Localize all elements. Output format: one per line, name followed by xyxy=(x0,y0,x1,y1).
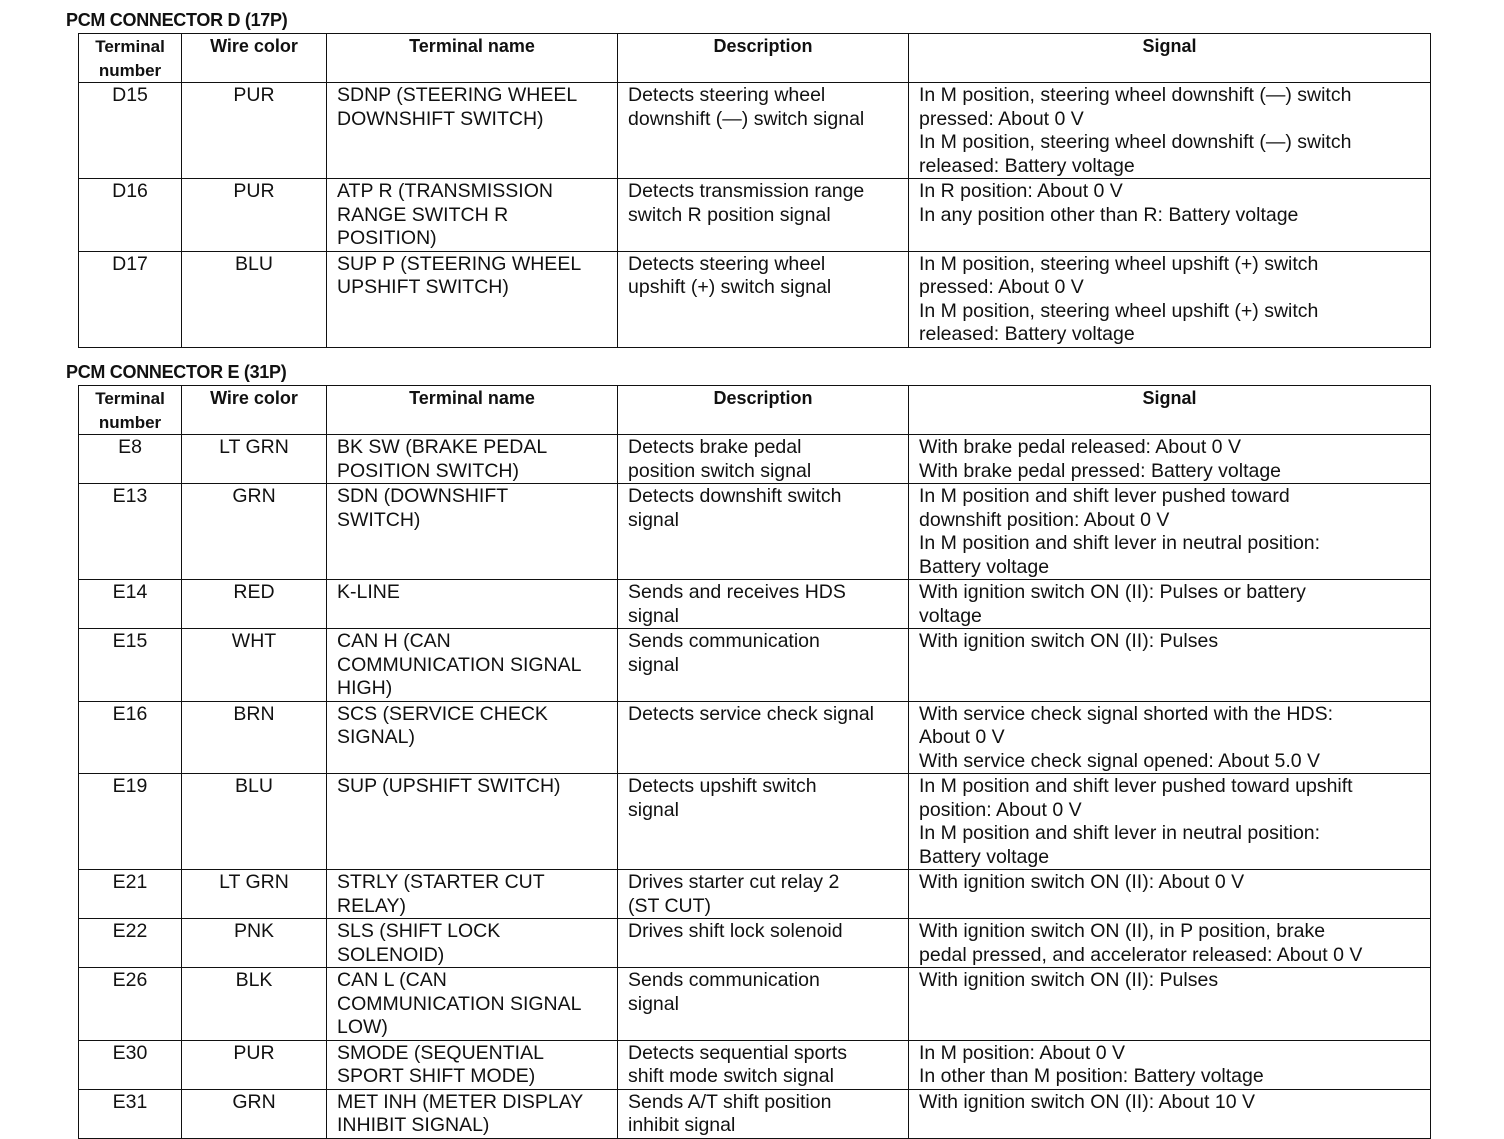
cell-terminal-number: D17 xyxy=(79,251,182,347)
cell-description xyxy=(618,774,909,870)
cell-line: downshift (—) switch signal xyxy=(628,107,865,130)
cell-line: DOWNSHIFT SWITCH) xyxy=(337,107,544,130)
cell-line: signal xyxy=(628,992,679,1015)
cell-line: switch R position signal xyxy=(628,203,831,226)
cell-line: With ignition switch ON (II): About 0 V xyxy=(919,871,1245,893)
cell-wire-color: PNK xyxy=(182,919,327,968)
cell-wire-color: LT GRN xyxy=(182,870,327,919)
table-row xyxy=(79,580,1431,629)
cell-signal xyxy=(909,251,1431,347)
cell-line: Sends A/T shift position xyxy=(628,1090,832,1113)
cell-line: voltage xyxy=(919,604,982,627)
cell-line: Detects downshift switch xyxy=(628,485,842,507)
cell-description xyxy=(618,919,909,968)
table-row xyxy=(79,968,1431,1041)
header-signal: Signal xyxy=(909,34,1431,83)
cell-line: downshift position: About 0 V xyxy=(919,508,1170,531)
cell-terminal-name xyxy=(327,774,618,870)
cell-terminal-name xyxy=(327,179,618,252)
cell-line: Detects sequential sports xyxy=(628,1041,847,1064)
cell-line: inhibit signal xyxy=(628,1114,736,1136)
cell-line: SWITCH) xyxy=(337,508,421,531)
cell-line: SLS (SHIFT LOCK xyxy=(337,920,501,942)
header-terminal-name: Terminal name xyxy=(327,34,618,83)
cell-wire-color: PUR xyxy=(182,179,327,252)
cell-line: signal xyxy=(628,798,679,821)
cell-terminal-number: D15 xyxy=(79,83,182,179)
cell-line: CAN H (CAN xyxy=(337,630,451,652)
cell-signal xyxy=(909,774,1431,870)
cell-description xyxy=(618,701,909,774)
cell-line: released: Battery voltage xyxy=(919,323,1135,345)
cell-terminal-number: E19 xyxy=(79,774,182,870)
cell-line: In M position, steering wheel downshift (—) switch xyxy=(919,84,1352,106)
cell-line: With ignition switch ON (II): Pulses or battery xyxy=(919,581,1306,603)
table-row xyxy=(79,919,1431,968)
cell-signal xyxy=(909,484,1431,580)
cell-line: Detects brake pedal xyxy=(628,436,802,458)
cell-terminal-name xyxy=(327,968,618,1041)
cell-line: signal xyxy=(628,604,679,627)
cell-description xyxy=(618,179,909,252)
cell-terminal-name xyxy=(327,919,618,968)
connector-d-title: PCM CONNECTOR D (17P) xyxy=(66,10,288,30)
table-row xyxy=(79,1089,1431,1138)
header-signal: Signal xyxy=(909,386,1431,435)
table-row xyxy=(79,484,1431,580)
cell-description xyxy=(618,870,909,919)
cell-line: Detects upshift switch xyxy=(628,775,817,797)
header-description: Description xyxy=(618,386,909,435)
cell-line: SUP (UPSHIFT SWITCH) xyxy=(337,775,561,797)
cell-signal xyxy=(909,968,1431,1041)
cell-line: In M position and shift lever in neutral position: xyxy=(919,532,1321,554)
cell-line: STRLY (STARTER CUT xyxy=(337,871,545,893)
cell-line: upshift (+) switch signal xyxy=(628,276,832,298)
header-wire-color: Wire color xyxy=(182,386,327,435)
cell-wire-color: WHT xyxy=(182,629,327,702)
cell-line: Detects steering wheel xyxy=(628,84,826,106)
cell-line: In any position other than R: Battery voltage xyxy=(919,203,1299,226)
cell-line: signal xyxy=(628,508,679,531)
cell-wire-color: GRN xyxy=(182,484,327,580)
cell-line: In M position, steering wheel upshift (+) switch xyxy=(919,252,1319,275)
header-terminal-name: Terminal name xyxy=(327,386,618,435)
cell-description xyxy=(618,251,909,347)
cell-line: LOW) xyxy=(337,1016,388,1038)
cell-line: SPORT SHIFT MODE) xyxy=(337,1065,536,1087)
cell-wire-color: GRN xyxy=(182,1089,327,1138)
cell-line: position: About 0 V xyxy=(919,798,1082,821)
table-row xyxy=(79,251,1431,347)
cell-line: RELAY) xyxy=(337,894,406,917)
cell-signal xyxy=(909,870,1431,919)
cell-description xyxy=(618,968,909,1041)
cell-wire-color: PUR xyxy=(182,1040,327,1089)
cell-terminal-number: E31 xyxy=(79,1089,182,1138)
header-terminal-number: Terminal number xyxy=(79,386,182,435)
cell-line: SIGNAL) xyxy=(337,726,416,748)
cell-description xyxy=(618,435,909,484)
cell-terminal-name xyxy=(327,83,618,179)
cell-line: With ignition switch ON (II): Pulses xyxy=(919,969,1219,991)
cell-wire-color: BLK xyxy=(182,968,327,1041)
cell-terminal-name xyxy=(327,1040,618,1089)
cell-line: released: Battery voltage xyxy=(919,154,1135,177)
table-row xyxy=(79,83,1431,179)
cell-line: In other than M position: Battery voltage xyxy=(919,1065,1264,1087)
cell-line: shift mode switch signal xyxy=(628,1065,834,1087)
cell-signal xyxy=(909,1040,1431,1089)
table-row xyxy=(79,179,1431,252)
cell-line: With ignition switch ON (II): About 10 V xyxy=(919,1090,1255,1113)
cell-line: K-LINE xyxy=(337,581,400,603)
cell-line: Battery voltage xyxy=(919,845,1050,868)
cell-wire-color: PUR xyxy=(182,83,327,179)
cell-terminal-number: E30 xyxy=(79,1040,182,1089)
cell-line: About 0 V xyxy=(919,726,1005,748)
cell-line: In M position and shift lever pushed toward upshift xyxy=(919,775,1353,797)
cell-line: MET INH (METER DISPLAY xyxy=(337,1090,584,1113)
cell-terminal-number: E8 xyxy=(79,435,182,484)
connector-e-body xyxy=(79,435,1431,1139)
cell-line: Detects transmission range xyxy=(628,180,865,202)
cell-line: In M position and shift lever pushed toward xyxy=(919,485,1290,507)
cell-line: POSITION) xyxy=(337,227,437,249)
connector-e-table xyxy=(78,385,1431,1139)
cell-line: SCS (SERVICE CHECK xyxy=(337,702,548,725)
cell-line: RANGE SWITCH R xyxy=(337,203,509,226)
cell-wire-color: LT GRN xyxy=(182,435,327,484)
cell-line: Drives starter cut relay 2 xyxy=(628,871,840,893)
cell-line: Sends communication xyxy=(628,630,820,652)
cell-terminal-name xyxy=(327,629,618,702)
cell-terminal-name xyxy=(327,1089,618,1138)
cell-line: Battery voltage xyxy=(919,555,1050,578)
cell-description xyxy=(618,1040,909,1089)
header-wire-color: Wire color xyxy=(182,34,327,83)
cell-line: Detects service check signal xyxy=(628,702,875,725)
cell-description xyxy=(618,580,909,629)
cell-description xyxy=(618,484,909,580)
cell-line: position switch signal xyxy=(628,459,812,482)
cell-terminal-number: E16 xyxy=(79,701,182,774)
cell-wire-color: RED xyxy=(182,580,327,629)
table-row xyxy=(79,1040,1431,1089)
header-row xyxy=(79,386,1431,435)
table-row xyxy=(79,701,1431,774)
header-row xyxy=(79,34,1431,83)
cell-line: UPSHIFT SWITCH) xyxy=(337,276,509,298)
connector-e-title: PCM CONNECTOR E (31P) xyxy=(66,362,287,382)
cell-terminal-number: E15 xyxy=(79,629,182,702)
table-row xyxy=(79,435,1431,484)
cell-signal xyxy=(909,179,1431,252)
cell-terminal-name xyxy=(327,435,618,484)
cell-signal xyxy=(909,83,1431,179)
cell-line: SOLENOID) xyxy=(337,943,445,966)
cell-line: In M position, steering wheel downshift (—) switch xyxy=(919,131,1352,153)
cell-line: pedal pressed, and accelerator released: About 0 V xyxy=(919,943,1363,966)
cell-line: INHIBIT SIGNAL) xyxy=(337,1114,490,1136)
cell-line: Sends and receives HDS xyxy=(628,581,846,603)
cell-terminal-name xyxy=(327,701,618,774)
cell-line: With brake pedal released: About 0 V xyxy=(919,436,1241,458)
cell-line: SDN (DOWNSHIFT xyxy=(337,485,509,507)
cell-line: With brake pedal pressed: Battery voltage xyxy=(919,459,1282,482)
cell-wire-color: BRN xyxy=(182,701,327,774)
cell-line: pressed: About 0 V xyxy=(919,107,1084,130)
connector-d-body xyxy=(79,83,1431,348)
cell-signal xyxy=(909,435,1431,484)
cell-signal xyxy=(909,701,1431,774)
cell-line: SDNP (STEERING WHEEL xyxy=(337,84,578,106)
cell-terminal-number: E22 xyxy=(79,919,182,968)
cell-line: Detects steering wheel xyxy=(628,252,826,275)
cell-signal xyxy=(909,580,1431,629)
cell-line: COMMUNICATION SIGNAL xyxy=(337,653,582,676)
cell-line: In M position, steering wheel upshift (+) switch xyxy=(919,299,1319,322)
table-row xyxy=(79,870,1431,919)
header-terminal-number: Terminal number xyxy=(79,34,182,83)
cell-description xyxy=(618,83,909,179)
cell-line: SUP P (STEERING WHEEL xyxy=(337,252,582,275)
cell-terminal-number: E26 xyxy=(79,968,182,1041)
table-row xyxy=(79,629,1431,702)
cell-terminal-name xyxy=(327,580,618,629)
cell-line: Drives shift lock solenoid xyxy=(628,920,843,942)
cell-line: With ignition switch ON (II), in P position, brake xyxy=(919,920,1326,942)
cell-line: In R position: About 0 V xyxy=(919,180,1123,202)
cell-line: BK SW (BRAKE PEDAL xyxy=(337,436,548,458)
cell-line: signal xyxy=(628,653,679,676)
cell-line: With ignition switch ON (II): Pulses xyxy=(919,630,1219,652)
cell-terminal-number: E13 xyxy=(79,484,182,580)
cell-description xyxy=(618,1089,909,1138)
cell-line: CAN L (CAN xyxy=(337,969,447,991)
cell-line: ATP R (TRANSMISSION xyxy=(337,180,553,202)
cell-signal xyxy=(909,1089,1431,1138)
header-description: Description xyxy=(618,34,909,83)
cell-line: With service check signal opened: About 5.0 V xyxy=(919,749,1321,772)
connector-d-table xyxy=(78,33,1431,348)
cell-line: HIGH) xyxy=(337,677,393,699)
cell-terminal-name xyxy=(327,870,618,919)
cell-terminal-number: E21 xyxy=(79,870,182,919)
cell-signal xyxy=(909,919,1431,968)
cell-terminal-number: D16 xyxy=(79,179,182,252)
cell-line: (ST CUT) xyxy=(628,894,712,917)
cell-terminal-number: E14 xyxy=(79,580,182,629)
cell-line: In M position: About 0 V xyxy=(919,1041,1125,1064)
cell-wire-color: BLU xyxy=(182,774,327,870)
cell-line: pressed: About 0 V xyxy=(919,276,1084,298)
cell-line: COMMUNICATION SIGNAL xyxy=(337,992,582,1015)
cell-signal xyxy=(909,629,1431,702)
cell-line: SMODE (SEQUENTIAL xyxy=(337,1041,544,1064)
cell-line: With service check signal shorted with the HDS: xyxy=(919,702,1333,725)
cell-line: Sends communication xyxy=(628,969,820,991)
cell-wire-color: BLU xyxy=(182,251,327,347)
cell-line: In M position and shift lever in neutral position: xyxy=(919,822,1321,844)
table-row xyxy=(79,774,1431,870)
cell-description xyxy=(618,629,909,702)
cell-terminal-name xyxy=(327,484,618,580)
cell-line: POSITION SWITCH) xyxy=(337,459,519,482)
cell-terminal-name xyxy=(327,251,618,347)
